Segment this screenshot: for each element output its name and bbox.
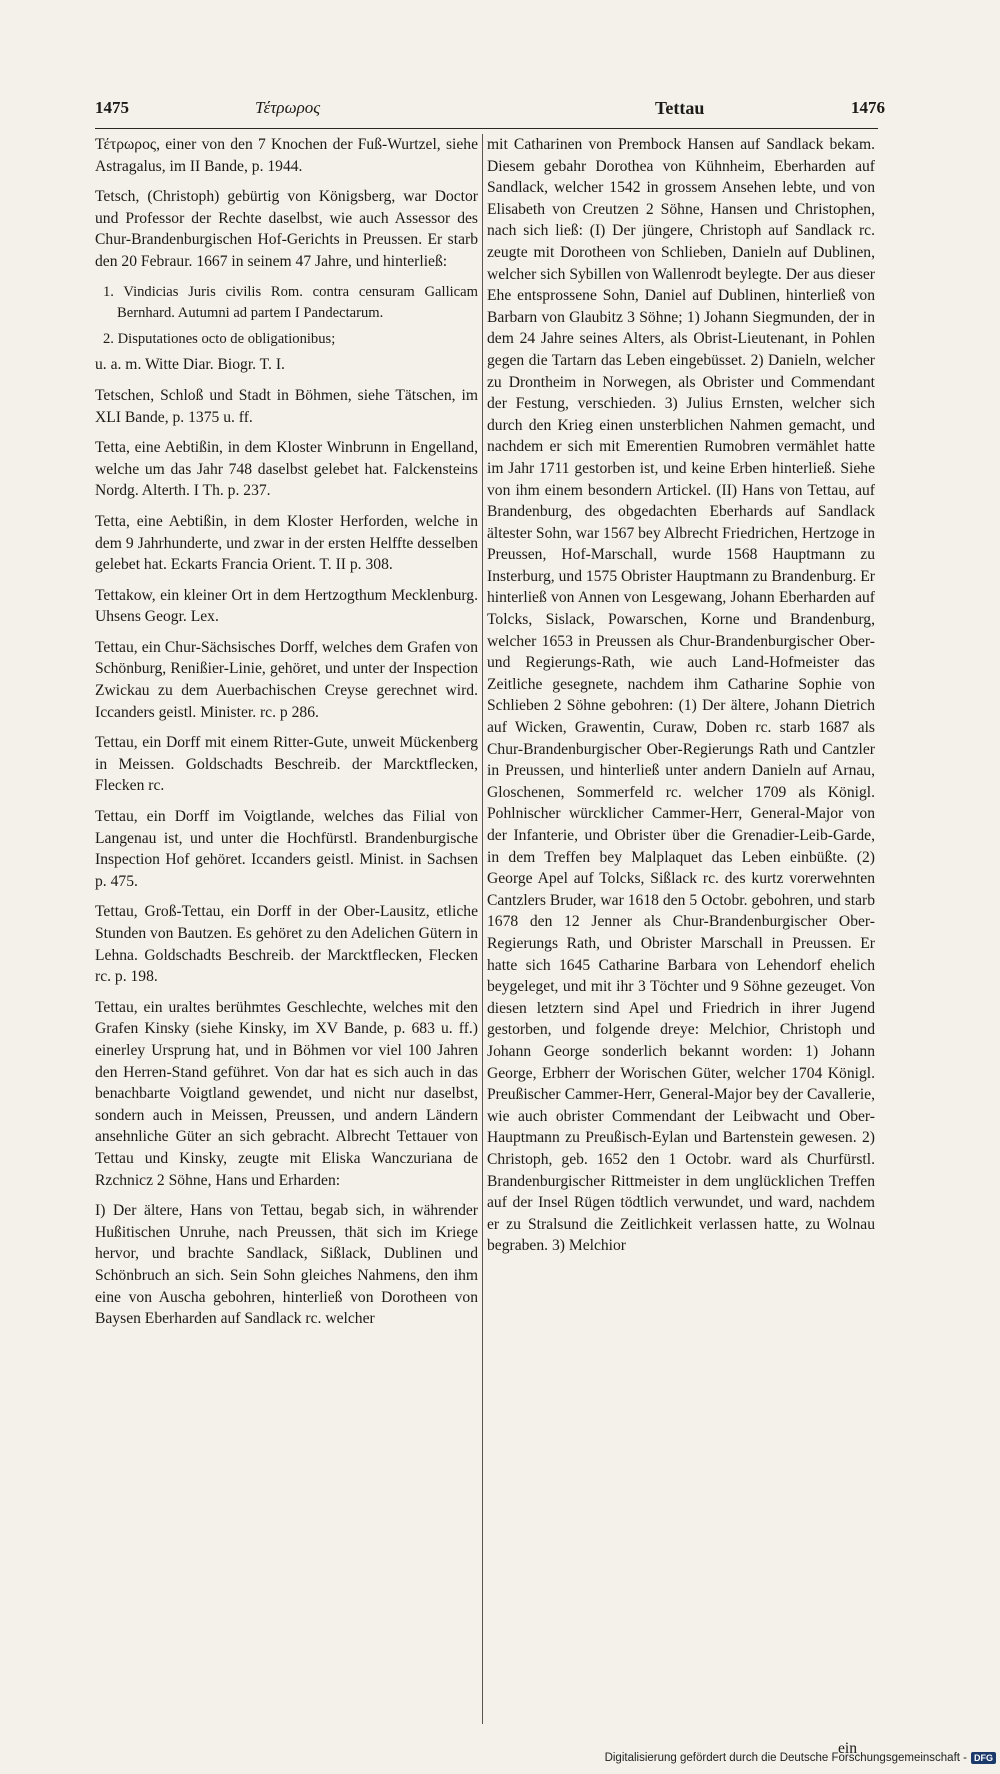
catchword: ein <box>838 1740 858 1757</box>
entry-tettakow: Tettakow, ein kleiner Ort in dem Hertzogthum Mecklenburg. Uhsens Geogr. Lex. <box>95 586 478 626</box>
entry-tettau-hans: I) Der ältere, Hans von Tettau, begab sich, in währender Hußitischen Unruhe, nach Preussen, thät sich im Kriege hervor, und brachte Sandlack, Sißlack, Dublinen und Schönbruch an sich. Sein Sohn gleiches Nahmens, den ihm eine von Auscha gebohren, hinterließ von Dorotheen von Baysen Eberharden auf Sandlack rc. welcher <box>95 1202 478 1328</box>
page-number-right: 1476 <box>851 98 885 117</box>
entry-tetta-2: Tetta, eine Aebtißin, in dem Kloster Herforden, welche in dem 9 Jahrhunderte, und zwar in der ersten Helffte desselben gelebet hat. Eckarts Francia Orient. T. II p. 308. <box>95 512 478 574</box>
column-divider <box>482 134 483 1724</box>
list-item: 1. Vindicias Juris civilis Rom. contra censuram Gallicam Bernhard. Autumni ad partem I Pandectarum. <box>103 283 478 322</box>
entry-tettau-1: Tettau, ein Chur-Sächsisches Dorff, welches dem Grafen von Schönburg, Renißier-Linie, gehöret, und unter der Inspection Zwickau zu dem Auerbachischen Creyse gerechnet wird. Iccanders geistl. Minister. rc. p 286. <box>95 638 478 721</box>
entry-tetsch: Tetsch, (Christoph) gebürtig von Königsberg, war Doctor und Professor der Rechte daselbst, wie auch Assessor des Chur-Brandenburgischen Hof-Gerichts in Preussen. Er starb den 20 Febraur. 1667 in seinem 47 Jahre, und hinterließ: <box>95 188 478 270</box>
entry-tettau-2: Tettau, ein Dorff mit einem Ritter-Gute, unweit Mückenberg in Meissen. Goldschadts Beschreib. der Marcktflecken, Flecken rc. <box>95 734 478 795</box>
header-rule <box>95 128 878 129</box>
page-number-left: 1475 <box>95 98 129 117</box>
entry-tettau-3: Tettau, ein Dorff im Voigtlande, welches das Filial von Langenau ist, und unter die Hochfürstl. Brandenburgische Inspection Hof gehöret. Iccanders geistl. Minist. in Sachsen p. 475. <box>95 808 478 890</box>
footer-text: Digitalisierung gefördert durch die Deutsche Forschungsgemeinschaft - <box>604 1752 967 1764</box>
running-head-left: Τέτρωρος <box>255 98 321 117</box>
running-head-right: Tettau <box>655 98 705 118</box>
footer <box>605 1752 996 1764</box>
list-item: 2. Disputationes octo de obligationibus; <box>103 330 336 347</box>
entry-tetroros: Τέτρωρος, einer von den 7 Knochen der Fuß-Wurtzel, siehe Astragalus, im II Bande, p. 1944. <box>95 136 478 175</box>
left-column <box>95 134 478 1339</box>
entry-tettau-continued: mit Catharinen von Prembock Hansen auf Sandlack bekam. Diesem gebahr Dorothea von Kühnheim, Eberharden auf Sandlack, welcher 1542 in grossem Ansehen lebte, und von Elisabeth von Creutzen 2 Söhne, Hansen und Christophen, nach sich ließ: (I) Der jüngere, Christoph auf Sandlack rc. zeugte mit Dorotheen von Schlieben, Danieln auf Dublinen, welcher sich Sybillen von Wallenrodt beylegte. Der aus dieser Ehe entsprossene Sohn, Daniel auf Dublinen, hinterließ von Barbarn von Glaubitz 3 Söhne; 1) Johann Siegmunden, der in dem 24 Jahre seines Alters, als Obrist-Lieutenant, in Pohlen gegen die Tartarn das Leben eingebüsset. 2) Danieln, welcher zu Drontheim in Norwegen, als Obrister und Commendant der Festung, verschieden. 3) Julius Ernsten, welcher sich durch den Krieg einen unsterblichen Nahmen gemacht, und nachdem er sich mit Emerentien Rumobren vermählet hatte im Jahr 1711 gestorben ist, und keine Erben hinterließ. Siehe von ihm einem besondern Artickel. (II) Hans von Tettau, auf Brandenburg, des obgedachten Eberhards auf Sandlack ältester Sohn, war 1567 bey Albrecht Friedrichen, Hertzoge in Preussen, Hof-Marschall, wurde 1568 Hauptmann zu Insterburg, und 1575 Obrister Hauptmann zu Brandenburg. Er hinterließ von Annen von Lesgewang, Johann Eberharden auf Tolcks, Sislack, Powarschen, Korne und Brandenburg, welcher 1653 in Preussen als Chur-Brandenburgischer Ober- und Regierungs-Rath, wie auch Land-Hofmeister das Zeitliche gesegnete, nachdem ihm Catharine Sophie von Schlieben 2 Söhne gebohren: (1) Der ältere, Johann Dietrich auf Wicken, Grawentin, Curaw, Doben rc. starb 1687 als Chur-Brandenburgischer Ober-Regierungs Rath und Cantzler in Preussen, und hinterließ unter andern Danieln auf Arnau, Gloschenen, Sommerfeld rc. welcher 1709 als Königl. Pohlnischer würcklicher Cammer-Herr, General-Major von der Infanterie, und Obrister über die Grenadier-Leib-Garde, in dem Treffen bey Malplaquet das Leben einbüßte. (2) George Apel auf Tolcks, Sißlack rc. des kurtz vorerwehnten Cantzlers Bruder, war 1618 den 5 Octobr. gebohren, und starb 1678 den 12 Jenner als Chur-Brandenburgischer Ober-Regierungs Rath, und Obrister Marschall in Preussen. Er hatte sich 1645 Catharine Barbara von Lehendorf ehelich beygeleget, und mit ihr 3 Töchter und 9 Söhne gezeuget. Von diesen letztern sind Apel und Friedrich in ihrer Jugend gestorben, und folgende dreye: Melchior, Christoph und Johann George sonderlich bekannt worden: 1) Johann George, Erbherr der Worischen Güter, welcher 1704 Königl. Preußischer Cammer-Herr, General-Major bey der Cavallerie, wie auch obrister Commendant der Leibwacht und Ober-Hauptmann zu Preußisch-Eylan und Bartenstein gewesen. 2) Christoph, geb. 1652 den 1 Octobr. ward als Churfürstl. Brandenburgischer Rittmeister in dem unglücklichen Treffen auf der Insel Rügen tödtlich verwundet, und ward, nachdem er zu Stralsund die Zeitlichkeit verlassen hatte, zu Wolnau begraben. 3) Melchior <box>487 136 875 1255</box>
right-column <box>487 134 875 1266</box>
reference-line: u. a. m. Witte Diar. Biogr. T. I. <box>95 356 285 374</box>
entry-tetschen: Tetschen, Schloß und Stadt in Böhmen, siehe Tätschen, im XLI Bande, p. 1375 u. ff. <box>95 386 478 426</box>
entry-gross-tettau: Tettau, Groß-Tettau, ein Dorff in der Ober-Lausitz, etliche Stunden von Bautzen. Es gehöret zu den Adelichen Gütern in Lehna. Goldschadts Beschreib. der Marcktflecken, Flecken rc. p. 198. <box>95 903 478 986</box>
entry-tettau-geschlechte: Tettau, ein uraltes berühmtes Geschlechte, welches mit den Grafen Kinsky (siehe Kinsky, im XV Bande, p. 683 u. ff.) einerley Ursprung hat, und in Böhmen vor viel 100 Jahren den Herren-Stand geführet. Von dar hat es sich auch in das benachbarte Voigtland gewendet, und nicht nur daselbst, sondern auch in Meissen, Preussen, und andern Ländern ansehnliche Güter an sich gebracht. Albrecht Tettauer von Tettau und Kinsky, zeugte mit Eliska Wanczuriana de Rzchnicz 2 Söhne, Hans und Erharden: <box>95 998 478 1189</box>
dfg-logo-icon: DFG <box>971 1752 996 1764</box>
page-header <box>95 98 885 126</box>
entry-tetta-1: Tetta, eine Aebtißin, in dem Kloster Winbrunn in Engelland, welche um das Jahr 748 daselbst gelebet hat. Falckensteins Nordg. Alterth. I Th. p. 237. <box>95 439 478 500</box>
